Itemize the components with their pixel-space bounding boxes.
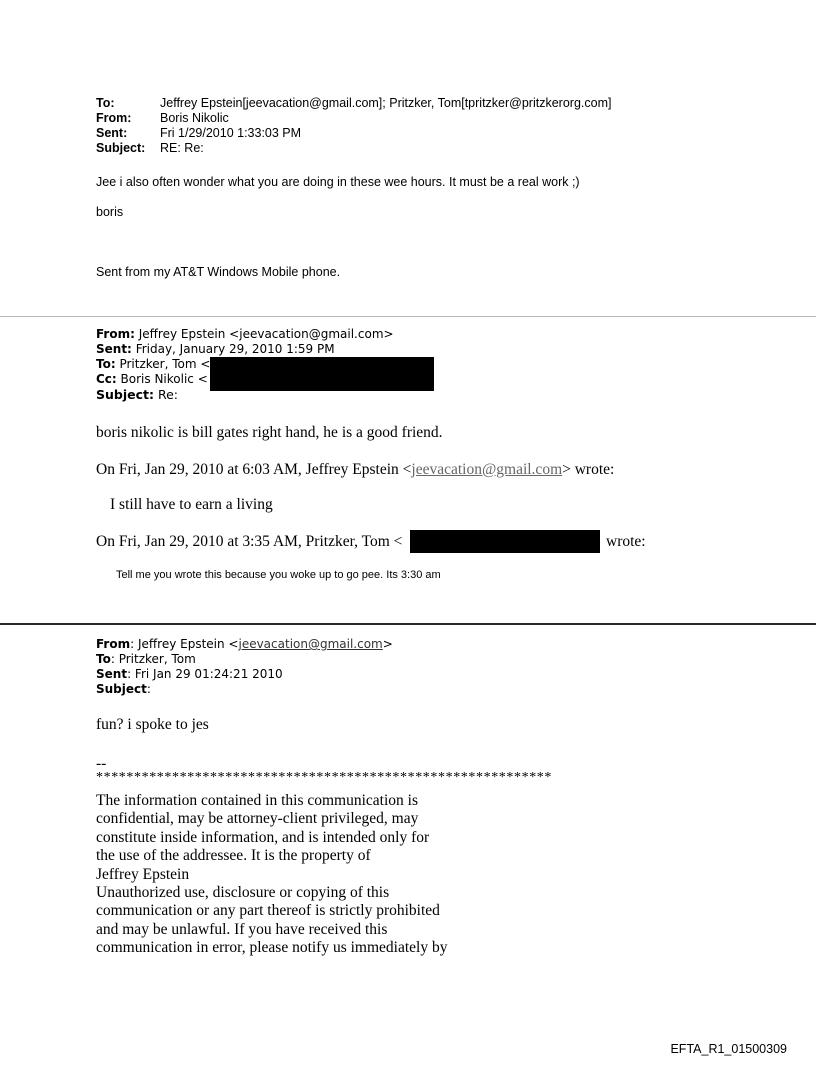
email2-from-value: Jeffrey Epstein <jeevacation@gmail.com>: [138, 327, 394, 341]
email2-to-value: Pritzker, Tom <: [119, 357, 211, 371]
email3-subject-label: Subject: [96, 682, 147, 696]
email2-sent-label: Sent:: [96, 342, 132, 356]
email3-to-label: To: [96, 652, 111, 666]
email2-subject-row: [96, 388, 178, 403]
email1-to-row: [96, 96, 611, 111]
email1-sent-row: [96, 126, 301, 141]
email1-from-value: Boris Nikolic: [160, 111, 229, 125]
email3-sent-label: Sent: [96, 667, 128, 681]
email1-signoff: boris: [96, 205, 124, 219]
email2-cc-value: Boris Nikolic <: [120, 372, 208, 386]
email2-sent-value: Friday, January 29, 2010 1:59 PM: [135, 342, 335, 356]
email2-from-label: From:: [96, 327, 135, 341]
email2-sent-row: [96, 342, 335, 357]
disclaimer-block: [96, 792, 447, 958]
quote1-body: I still have to earn a living: [110, 496, 273, 513]
divider-line-dark: [0, 623, 816, 625]
disclaimer-line: communication in error, please notify us immediately by: [96, 939, 448, 957]
email2-to-row: [96, 357, 210, 372]
email1-to-label: To:: [96, 96, 115, 110]
quote1-email-link[interactable]: jeevacation@gmail.com: [411, 461, 563, 478]
divider-line: [0, 316, 816, 317]
email2-from-row: [96, 327, 394, 342]
email3-body: fun? i spoke to jes: [96, 716, 209, 733]
email3-sent-row: Sent: Fri Jan 29 01:24:21 2010: [96, 667, 283, 681]
disclaimer-line: and may be unlawful. If you have received this: [96, 920, 388, 938]
email2-to-label: To:: [96, 357, 116, 371]
email1-signature: Sent from my AT&T Windows Mobile phone.: [96, 265, 341, 279]
disclaimer-line: constitute inside information, and is intended only for: [96, 828, 430, 846]
email2-subject-value: Re:: [157, 387, 179, 402]
quote1-suffix: > wrote:: [562, 461, 615, 478]
redaction-box-2: [410, 530, 600, 553]
email1-from-row: [96, 111, 229, 126]
disclaimer-line: confidential, may be attorney-client privileged, may: [96, 810, 419, 828]
disclaimer-line: Jeffrey Epstein: [96, 865, 190, 883]
email1-body: Jee i also often wonder what you are doing in these wee hours. It must be a real work ;): [96, 175, 580, 189]
disclaimer-line: communication or any part thereof is strictly prohibited: [96, 902, 440, 920]
quote1-header: [96, 461, 614, 479]
email3-from-prefix: Jeffrey Epstein <: [137, 637, 239, 651]
email2-cc-label: Cc:: [96, 372, 117, 386]
email3-to-row: To: Pritzker, Tom: [96, 652, 196, 666]
email2-subject-label: Subject:: [96, 387, 154, 402]
quote1-prefix: On Fri, Jan 29, 2010 at 6:03 AM, Jeffrey Epstein <: [96, 461, 412, 478]
document-id: EFTA_R1_01500309: [670, 1042, 787, 1056]
quote2-body: Tell me you wrote this because you woke up to go pee. Its 3:30 am: [116, 569, 441, 581]
email1-sent-label: Sent:: [96, 126, 128, 140]
email1-from-label: From:: [96, 111, 132, 125]
email3-subject-row: Subject:: [96, 682, 151, 696]
email3-from-row: From: Jeffrey Epstein <jeevacation@gmail.com>: [96, 637, 393, 651]
email3-to-value: Pritzker, Tom: [118, 652, 196, 666]
email3-from-label: From: [96, 637, 131, 651]
redaction-box: [210, 357, 434, 391]
email1-to-value: Jeffrey Epstein[jeevacation@gmail.com]; Pritzker, Tom[tpritzker@pritzkerorg.com]: [160, 96, 612, 110]
disclaimer-line: Unauthorized use, disclosure or copying of this: [96, 884, 390, 902]
email3-from-suffix: >: [382, 637, 393, 651]
disclaimer-line: The information contained in this communication is: [96, 792, 418, 809]
email1-sent-value: Fri 1/29/2010 1:33:03 PM: [160, 126, 302, 140]
email1-subject-value: RE: Re:: [160, 141, 204, 155]
email1-subject-label: Subject:: [96, 141, 146, 155]
quote2-header-prefix: On Fri, Jan 29, 2010 at 3:35 AM, Pritzker, Tom <: [96, 533, 403, 550]
email3-sent-value: Fri Jan 29 01:24:21 2010: [134, 667, 283, 681]
email3-from-email-link[interactable]: jeevacation@gmail.com: [238, 637, 383, 651]
disclaimer-line: the use of the addressee. It is the property of: [96, 847, 371, 865]
signature-dash: --: [96, 755, 107, 772]
email2-body: boris nikolic is bill gates right hand, he is a good friend.: [96, 424, 443, 441]
quote2-header-suffix: wrote:: [606, 533, 646, 550]
email2-cc-row: [96, 372, 208, 387]
signature-stars: ************************************************************: [96, 770, 552, 785]
email1-subject-row: [96, 141, 204, 156]
